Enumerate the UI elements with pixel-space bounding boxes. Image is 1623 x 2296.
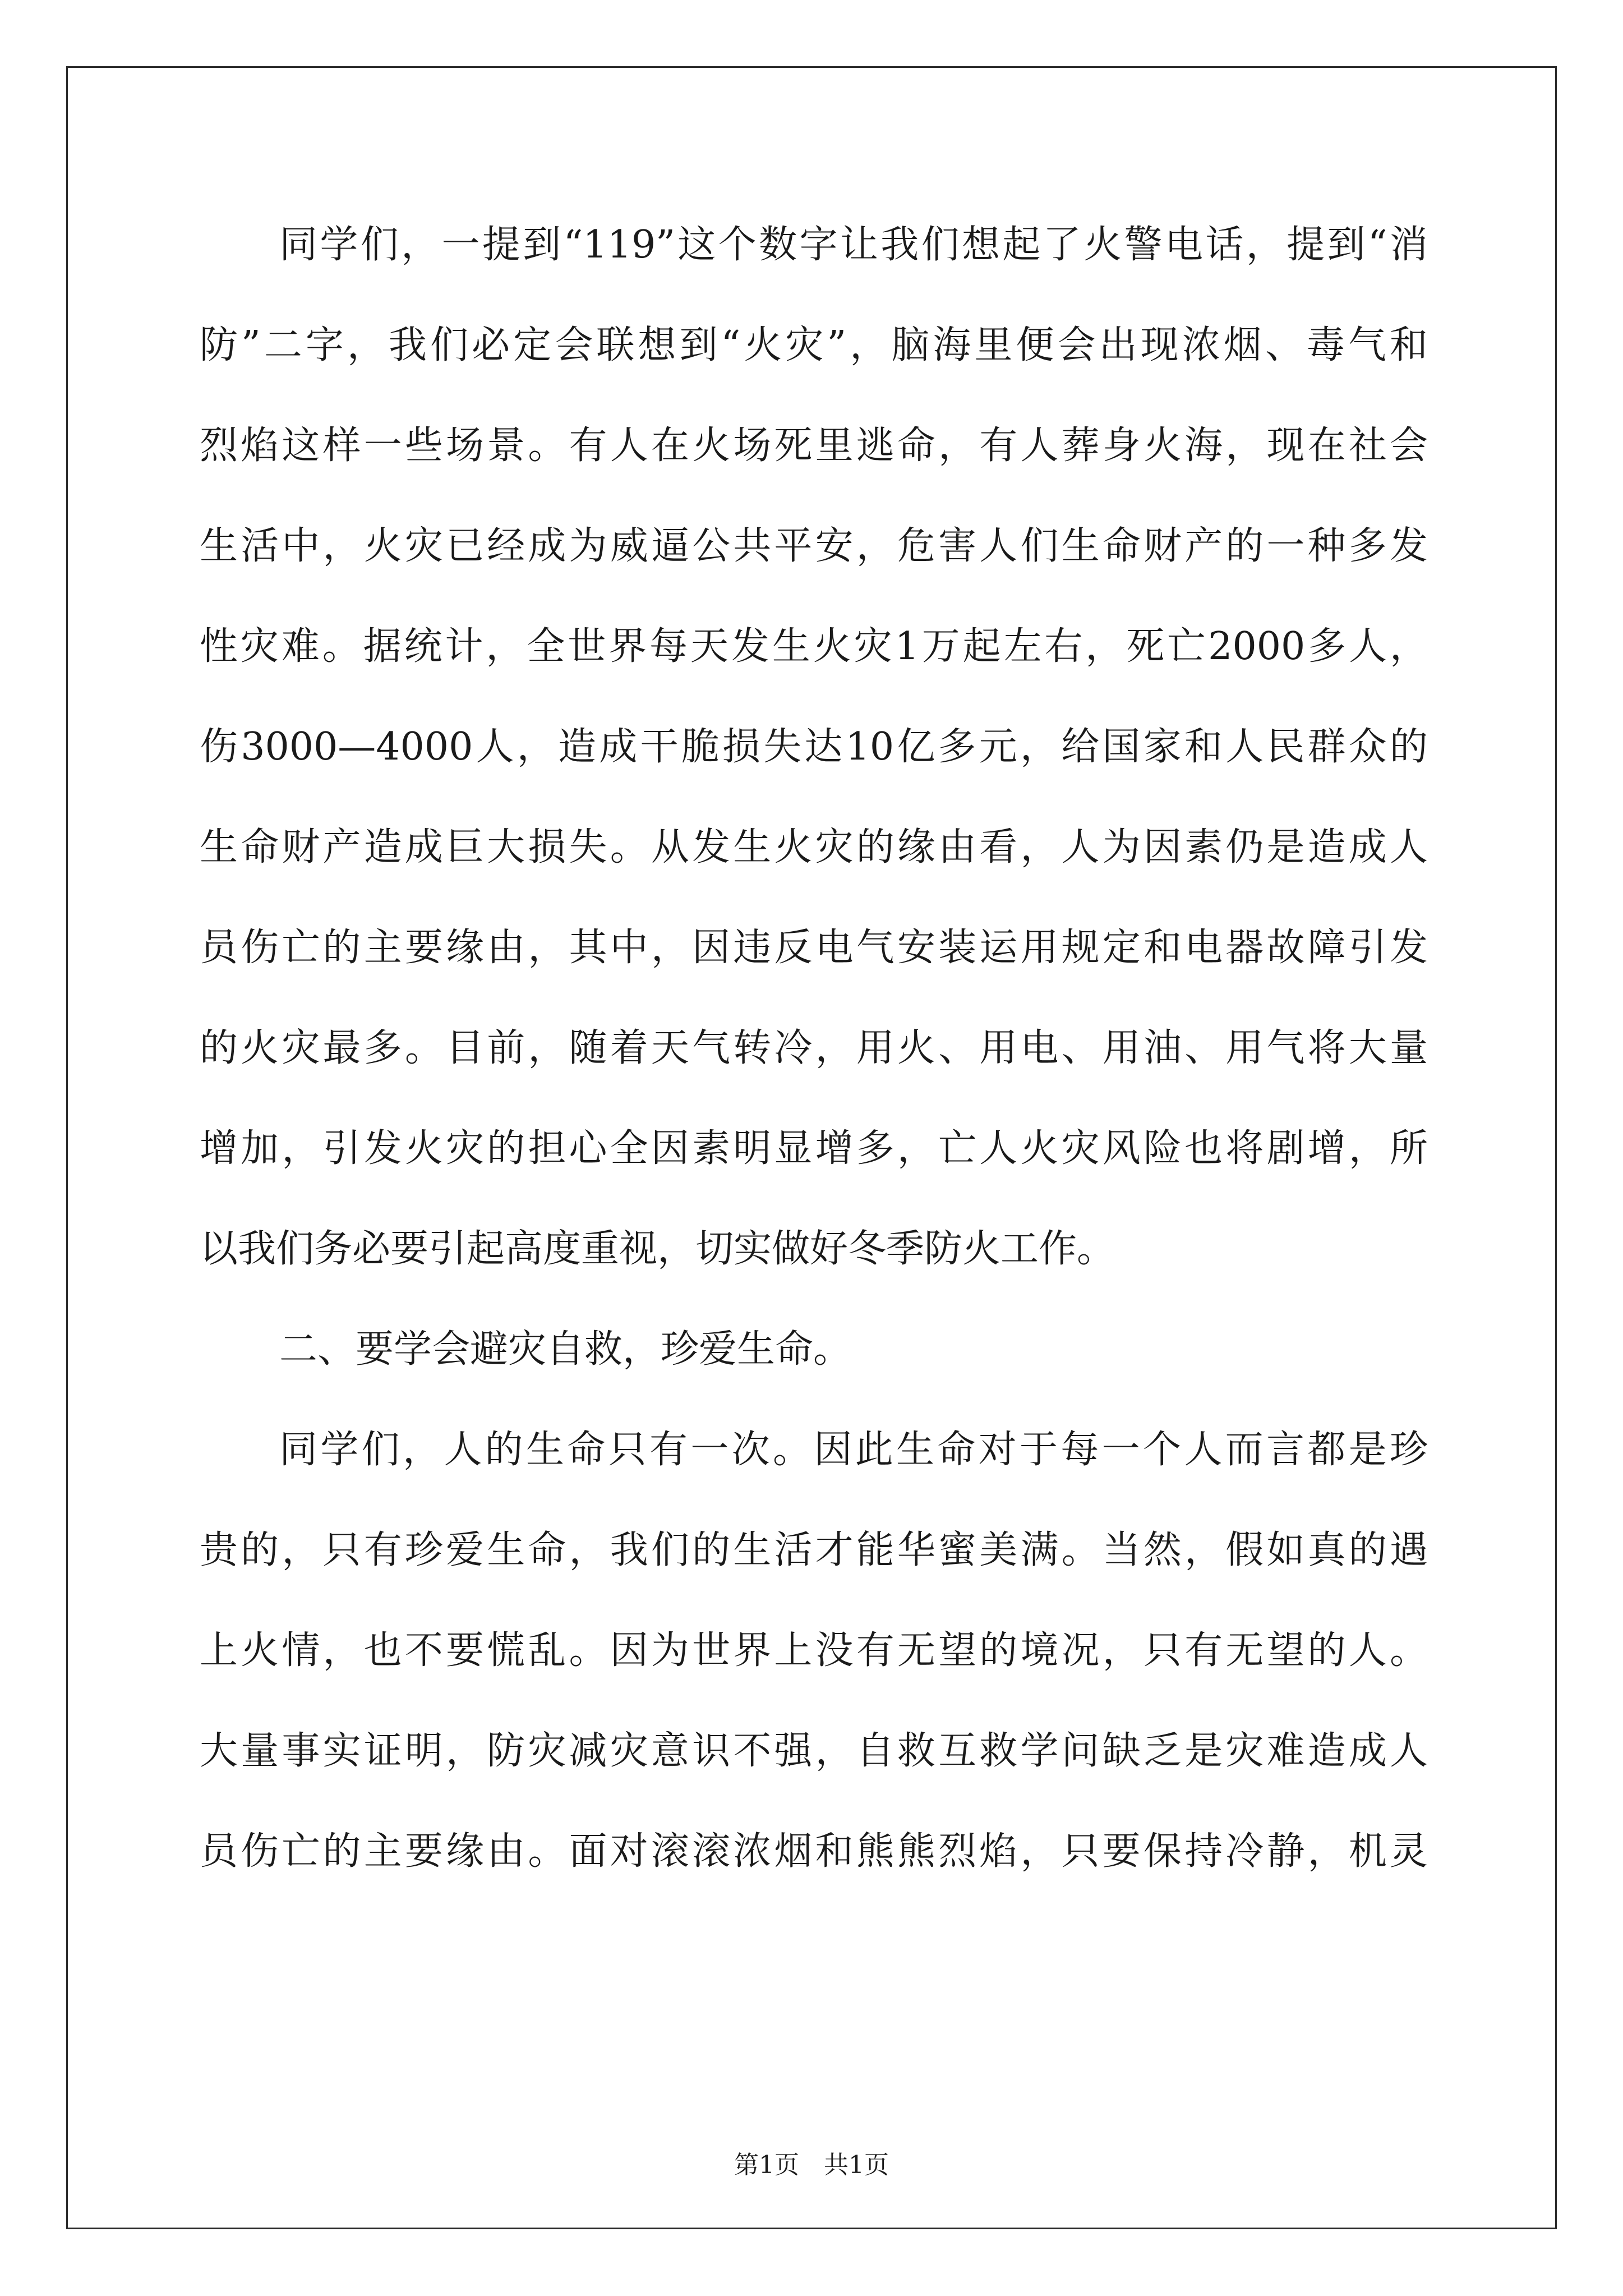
text-line: 同学们，一提到“119”这个数字让我们想起了火警电话，提到“消: [279, 223, 1428, 267]
text-line: 上火情，也不要慌乱。因为世界上没有无望的境况，只有无望的人。: [200, 1628, 1428, 1673]
text-line: 员伤亡的主要缘由，其中，因违反电气安装运用规定和电器故障引发: [200, 926, 1428, 970]
page-footer: [0, 2148, 1623, 2182]
text-line: 生命财产造成巨大损失。从发生火灾的缘由看，人为因素仍是造成人: [200, 825, 1428, 869]
text-line: 贵的，只有珍爱生命，我们的生活才能华蜜美满。当然，假如真的遇: [200, 1528, 1428, 1572]
text-line: 烈焰这样一些场景。有人在火场死里逃命，有人葬身火海，现在社会: [200, 424, 1428, 468]
text-line: 伤3000—4000人，造成干脆损失达10亿多元，给国家和人民群众的: [200, 725, 1428, 769]
text-line: 二、要学会避灾自救，珍爱生命。: [279, 1327, 852, 1372]
document-body: [200, 220, 1428, 1927]
text-line: 防”二字，我们必定会联想到“火灾”，脑海里便会出现浓烟、毒气和: [200, 323, 1428, 367]
text-line: 同学们，人的生命只有一次。因此生命对于每一个人而言都是珍: [279, 1428, 1428, 1472]
text-line: 生活中，火灾已经成为威逼公共平安，危害人们生命财产的一种多发: [200, 524, 1428, 568]
page-count: 共1页: [824, 2151, 889, 2179]
text-line: 以我们务必要引起高度重视，切实做好冬季防火工作。: [200, 1227, 1115, 1271]
text-line: 的火灾最多。目前，随着天气转冷，用火、用电、用油、用气将大量: [200, 1026, 1428, 1070]
text-line: 增加，引发火灾的担心全因素明显增多，亡人火灾风险也将剧增，所: [200, 1126, 1428, 1171]
page-number: 第1页: [734, 2151, 799, 2179]
text-line: 员伤亡的主要缘由。面对滚滚浓烟和熊熊烈焰，只要保持冷静，机灵: [200, 1829, 1428, 1874]
text-line: 大量事实证明，防灾减灾意识不强，自救互救学问缺乏是灾难造成人: [200, 1729, 1428, 1773]
text-line: 性灾难。据统计，全世界每天发生火灾1万起左右，死亡2000多人，: [200, 624, 1428, 669]
